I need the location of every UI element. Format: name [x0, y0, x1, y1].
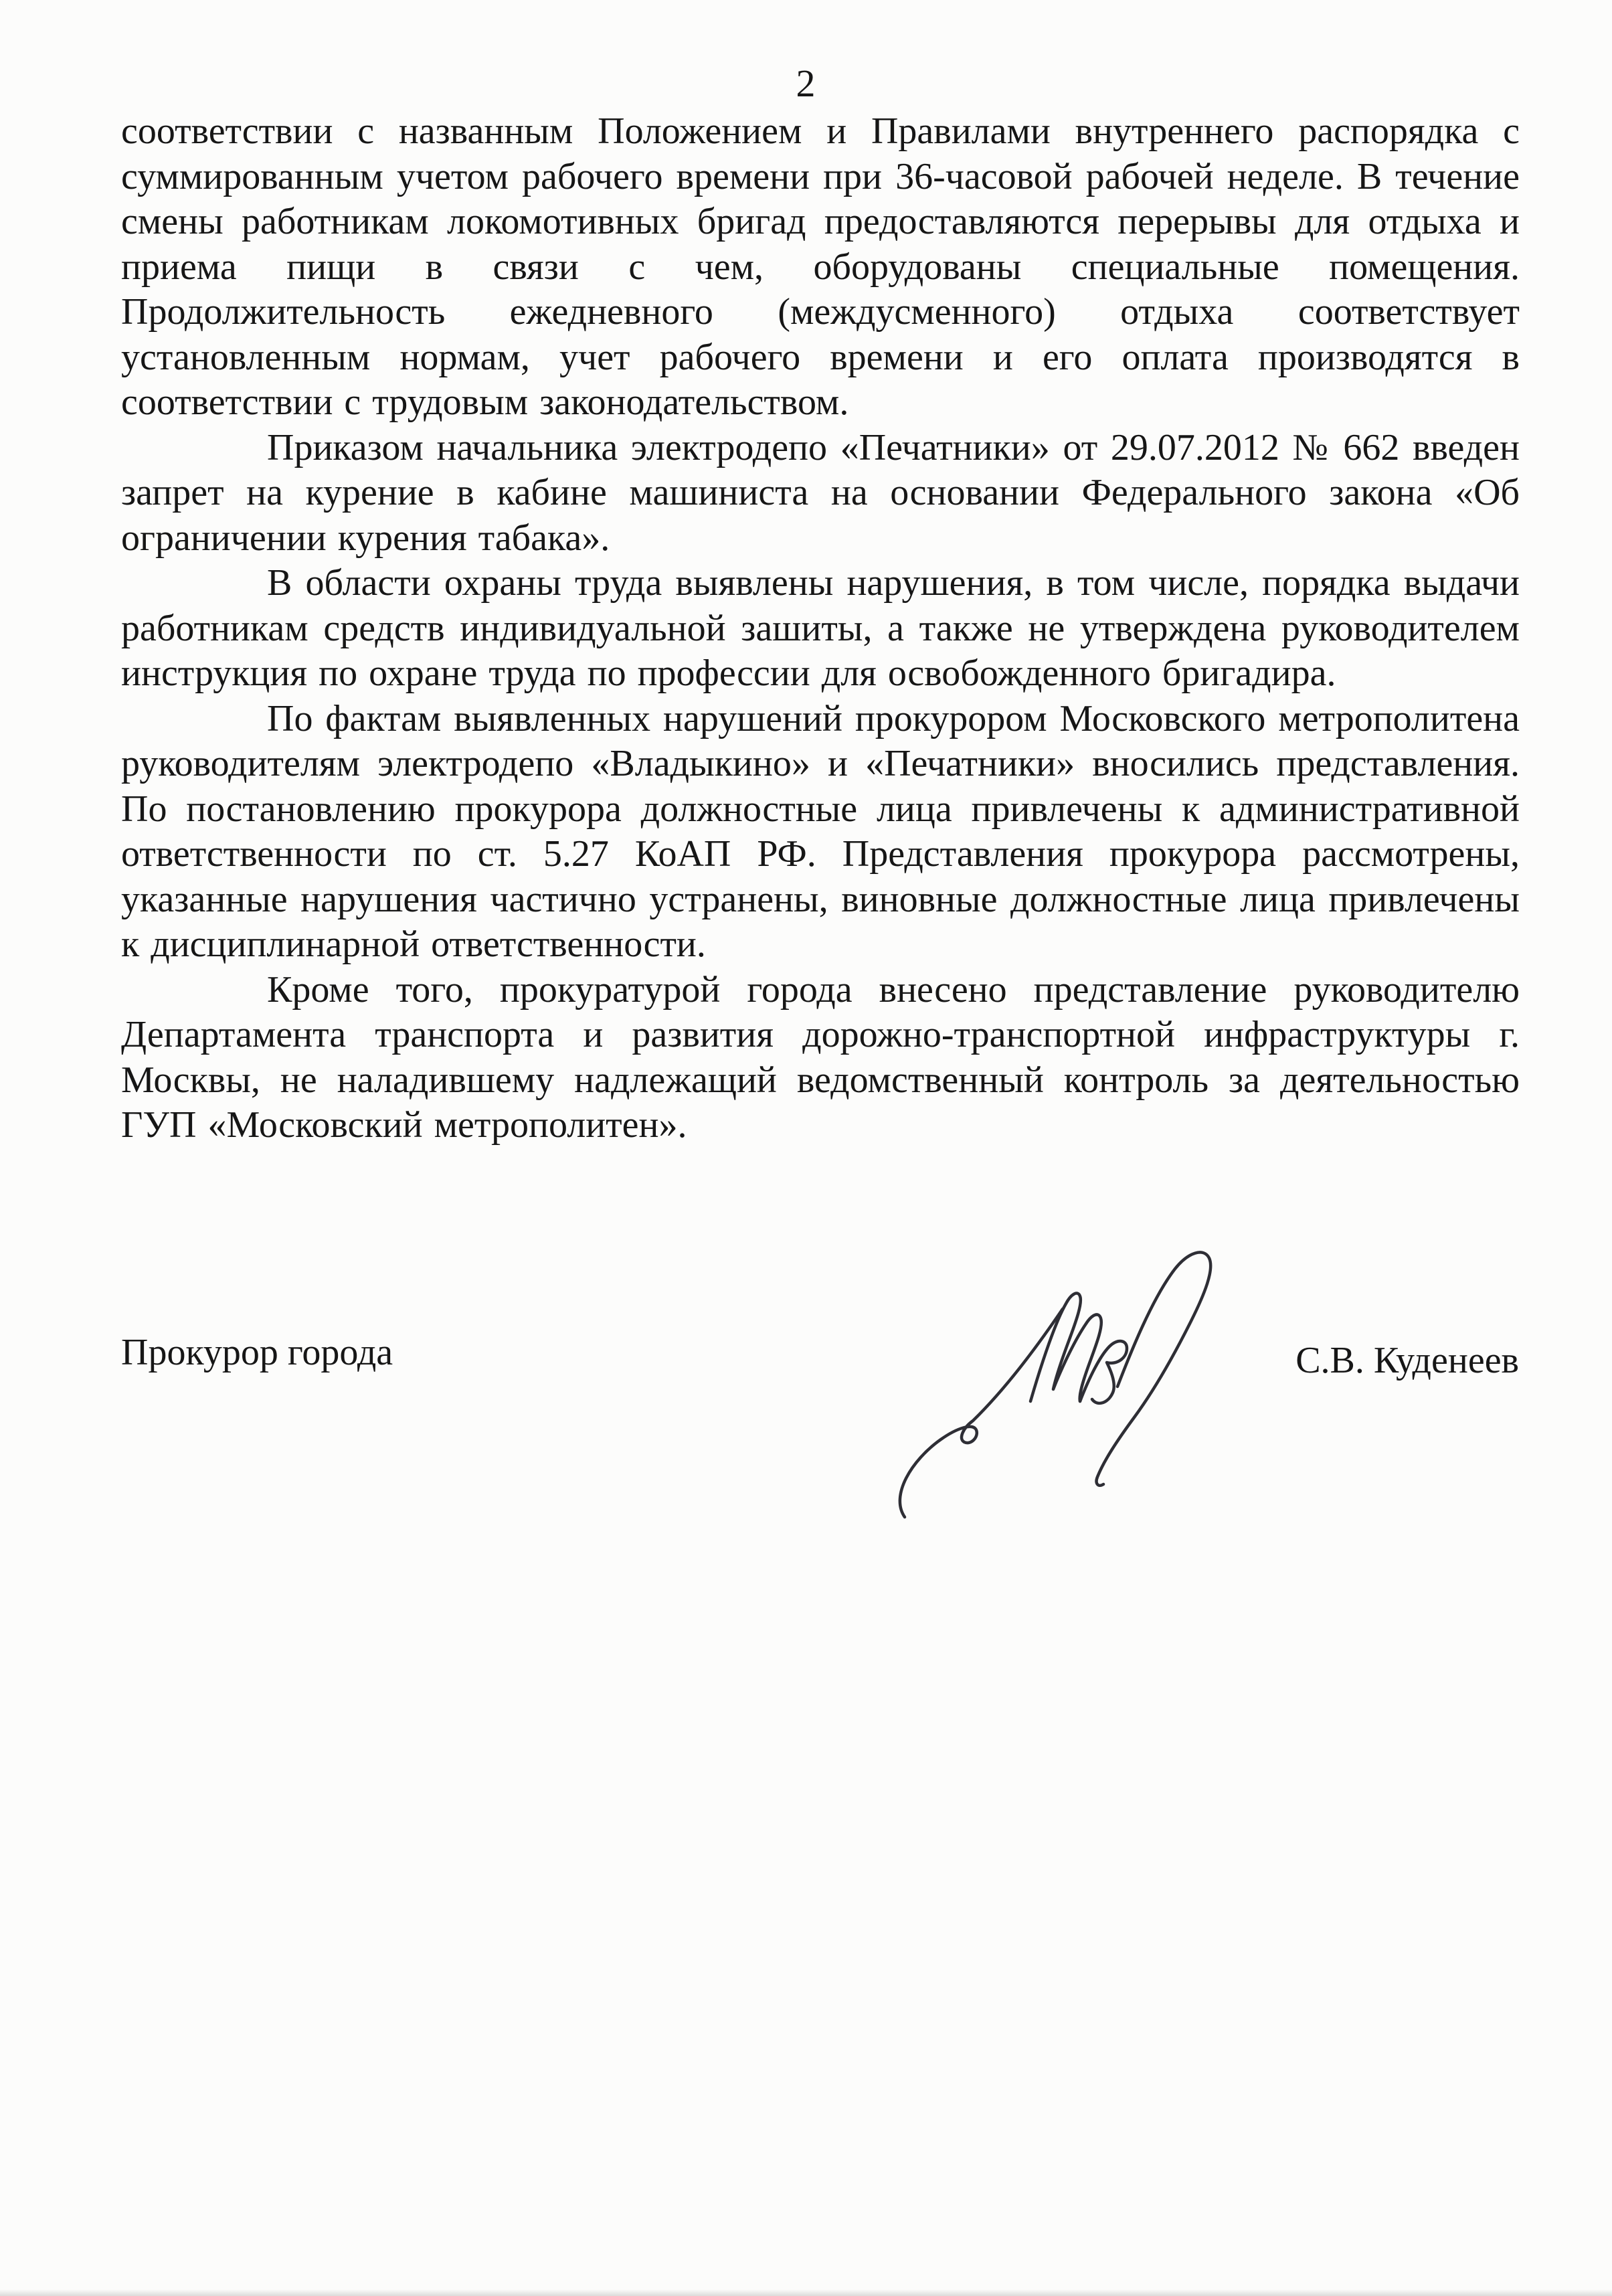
paragraph-smoking-ban: Приказом начальника электродепо «Печатники» от 29.07.2012 № 662 введен запрет на курение в кабине машиниста на основании Федерального закона «Об ограничении курения табака». — [121, 426, 1520, 559]
paragraph-work-time: соответствии с названным Положением и Правилами внутреннего распорядка с суммированным учетом рабочего времени при 36-часовой рабочей неделе. В течение смены работникам локомотивных бригад предоставляются перерывы для отдыха и приема пищи в связи с чем, оборудованы специальные помещения. Продолжительность ежедневного (междусменного) отдыха соответствует установленным нормам, учет рабочего времени и его оплата производятся в соответствии с трудовым законодательством. — [121, 110, 1520, 423]
handwritten-signature-icon — [830, 1219, 1258, 1520]
paragraph-department-representation: Кроме того, прокуратурой города внесено представление руководителю Департамента транспорта и развития дорожно-транспортной инфраструктуры г. Москвы, не наладившему надлежащий ведомственный контроль за деятельностью ГУП «Московский метрополитен». — [121, 968, 1520, 1146]
paragraph-labor-protection: В области охраны труда выявлены нарушения, в том числе, порядка выдачи работникам средств индивидуальной зашиты, а также не утверждена руководителем инструкция по охране труда по профессии для освобожденного бригадира. — [121, 562, 1520, 694]
page-number: 2 — [796, 62, 816, 105]
signatory-name: С.В. Куденеев — [1295, 1340, 1519, 1381]
paragraph-prosecutor-actions: По фактам выявленных нарушений прокурором Московского метрополитена руководителям электродепо «Владыкино» и «Печатники» вносились представления. По постановлению прокурора должностные лица привлечены к административной ответственности по ст. 5.27 КоАП РФ. Представления прокурора рассмотрены, указанные нарушения частично устранены, виновные должностные лица привлечены к дисциплинарной ответственности. — [121, 697, 1520, 965]
document-body — [121, 109, 1520, 1148]
signatory-role: Прокурор города — [121, 1332, 393, 1373]
